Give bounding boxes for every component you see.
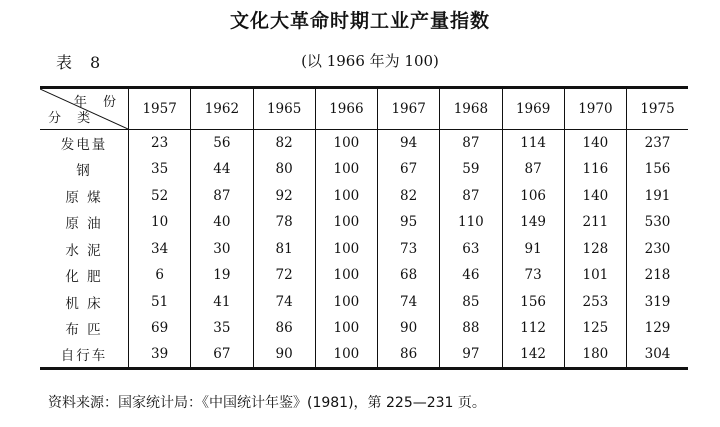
value-cell: 530 (644, 214, 671, 231)
value-cell: 100 (315, 315, 377, 342)
value-cell: 95 (378, 209, 440, 236)
value-cell: 87 (440, 130, 502, 157)
value-cell: 100 (315, 183, 377, 210)
year-header: 1966 (315, 88, 377, 130)
category-cell: 原 煤 (40, 183, 129, 210)
value-cell: 100 (315, 262, 377, 289)
value-cell: 52 (129, 183, 191, 210)
value-cell: 69 (129, 315, 191, 342)
value-cell: 156 (502, 289, 564, 316)
value-cell: 149 (502, 209, 564, 236)
value-cell: 87 (191, 183, 253, 210)
value-cell: 34 (129, 236, 191, 263)
table-row (40, 236, 688, 263)
value-cell: 80 (253, 156, 315, 183)
table-number: 8 (90, 53, 101, 72)
value-cell: 140 (564, 183, 626, 210)
value-cell: 94 (378, 130, 440, 157)
year-header: 1967 (378, 88, 440, 130)
value-cell: 85 (440, 289, 502, 316)
value-cell: 87 (502, 156, 564, 183)
value-cell: 91 (502, 236, 564, 263)
category-cell: 自行车 (40, 342, 129, 369)
value-cell: 180 (564, 342, 626, 369)
value-cell: 218 (644, 267, 671, 284)
corner-category-label: 分 类 (48, 111, 97, 126)
header-row (40, 88, 688, 130)
value-cell: 100 (315, 209, 377, 236)
category-cell: 原 油 (40, 209, 129, 236)
value-cell: 44 (191, 156, 253, 183)
year-header: 1965 (253, 88, 315, 130)
value-cell: 100 (315, 236, 377, 263)
value-cell: 100 (315, 289, 377, 316)
value-cell: 82 (378, 183, 440, 210)
table-label-text: 表 (56, 53, 73, 72)
year-header: 1957 (129, 88, 191, 130)
value-cell: 142 (502, 342, 564, 369)
year-header: 1962 (191, 88, 253, 130)
value-cell: 41 (191, 289, 253, 316)
value-cell: 319 (644, 293, 671, 310)
value-cell: 40 (191, 209, 253, 236)
value-cell: 74 (253, 289, 315, 316)
year-header: 1975 (627, 88, 689, 130)
year-header: 1969 (502, 88, 564, 130)
value-cell: 10 (129, 209, 191, 236)
value-cell: 125 (564, 315, 626, 342)
category-cell: 化 肥 (40, 262, 129, 289)
value-cell: 106 (502, 183, 564, 210)
value-cell: 97 (440, 342, 502, 369)
value-cell: 87 (440, 183, 502, 210)
value-cell: 46 (440, 262, 502, 289)
category-cell: 布 匹 (40, 315, 129, 342)
value-cell: 156 (644, 161, 671, 178)
value-cell: 112 (502, 315, 564, 342)
value-cell: 56 (191, 130, 253, 157)
value-cell: 51 (129, 289, 191, 316)
value-cell: 35 (129, 156, 191, 183)
value-cell: 6 (129, 262, 191, 289)
value-cell: 191 (644, 187, 671, 204)
value-cell: 304 (644, 346, 671, 362)
category-cell: 水 泥 (40, 236, 129, 263)
value-cell: 253 (564, 289, 626, 316)
table-body (40, 130, 688, 369)
value-cell: 100 (315, 130, 377, 157)
value-cell: 74 (378, 289, 440, 316)
value-cell: 90 (253, 342, 315, 369)
value-cell: 128 (564, 236, 626, 263)
value-cell: 39 (129, 342, 191, 369)
value-cell: 19 (191, 262, 253, 289)
source-note: 资料来源：国家统计局：《中国统计年鉴》(1981)，第 225—231 页。 (48, 395, 486, 411)
value-cell: 92 (253, 183, 315, 210)
page-title: 文化大革命时期工业产量指数 (229, 10, 490, 32)
table-row (40, 289, 688, 316)
value-cell: 110 (440, 209, 502, 236)
value-cell: 237 (644, 135, 671, 151)
value-cell: 88 (440, 315, 502, 342)
value-cell: 72 (253, 262, 315, 289)
value-cell: 68 (378, 262, 440, 289)
value-cell: 230 (644, 240, 671, 257)
value-cell: 35 (191, 315, 253, 342)
value-cell: 114 (502, 130, 564, 157)
value-cell: 211 (564, 209, 626, 236)
value-cell: 101 (564, 262, 626, 289)
value-cell: 82 (253, 130, 315, 157)
year-header: 1970 (564, 88, 626, 130)
value-cell: 63 (440, 236, 502, 263)
value-cell: 30 (191, 236, 253, 263)
corner-header (40, 88, 129, 130)
value-cell: 23 (129, 130, 191, 157)
year-header: 1968 (440, 88, 502, 130)
category-cell: 钢 (40, 156, 129, 183)
value-cell: 90 (378, 315, 440, 342)
table-row (40, 262, 688, 289)
table-row (40, 130, 688, 157)
value-cell: 73 (502, 262, 564, 289)
value-cell: 100 (315, 342, 377, 369)
table-row (40, 209, 688, 236)
value-cell: 59 (440, 156, 502, 183)
corner-year-label: 年 份 (73, 95, 122, 110)
value-cell: 73 (378, 236, 440, 263)
category-cell: 机 床 (40, 289, 129, 316)
value-cell: 67 (191, 342, 253, 369)
table-subtitle: (以 1966 年为 100) (301, 52, 439, 70)
value-cell: 86 (378, 342, 440, 369)
category-cell: 发电量 (40, 130, 129, 157)
index-table (40, 86, 688, 370)
value-cell: 67 (378, 156, 440, 183)
value-cell: 116 (564, 156, 626, 183)
table-row (40, 183, 688, 210)
table-row (40, 315, 688, 342)
value-cell: 86 (253, 315, 315, 342)
value-cell: 140 (564, 130, 626, 157)
value-cell: 129 (644, 320, 671, 337)
value-cell: 100 (315, 156, 377, 183)
value-cell: 78 (253, 209, 315, 236)
table-row (40, 156, 688, 183)
value-cell: 81 (253, 236, 315, 263)
table-row (40, 342, 688, 369)
